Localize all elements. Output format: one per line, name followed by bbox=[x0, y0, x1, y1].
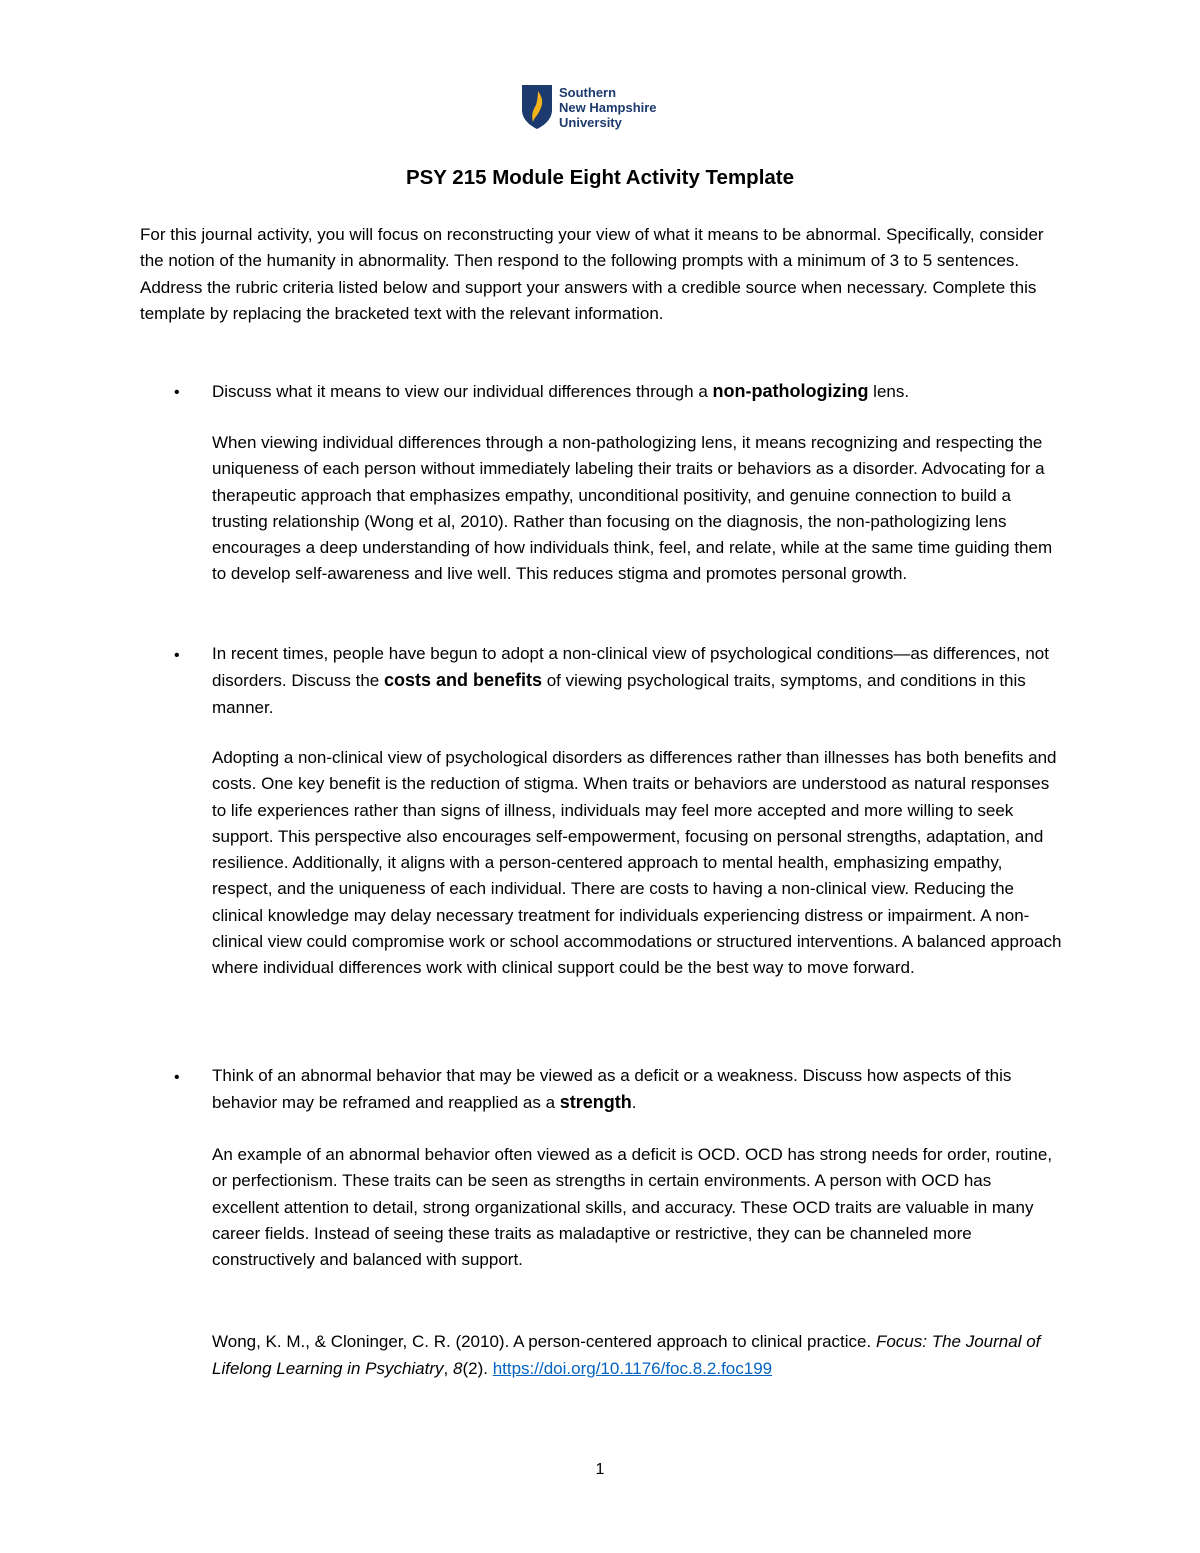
bullet-marker: • bbox=[174, 384, 180, 401]
logo-line-2: New Hampshire bbox=[559, 100, 657, 115]
answer-3: An example of an abnormal behavior often viewed as a deficit is OCD. OCD has strong needs for order, routine, or perfectionism. These traits can be seen as strengths in certain environments. A person with OCD has excellent attention to detail, strong organizational skills, and accuracy. These OCD traits are valuable in many career fields. Instead of seeing these traits as maladaptive or restrictive, they can be channeled more constructively and balanced with support. bbox=[212, 1145, 1053, 1270]
prompt-1 bbox=[212, 378, 1062, 405]
prompt-2-text-end: of viewing psychological traits, symptoms, and conditions in this manner. bbox=[212, 671, 1026, 717]
prompt-2 bbox=[212, 641, 1062, 721]
prompt-1-text-end: lens. bbox=[868, 382, 910, 401]
reference-journal: Focus: The Journal of Lifelong Learning in Psychiatry bbox=[212, 1332, 1041, 1378]
intro-paragraph: For this journal activity, you will focus on reconstructing your view of what it means to be abnormal. Specifically, consider the notion of the humanity in abnormality. Then respond to the following prompts with a minimum of 3 to 5 sentences. Address the rubric criteria listed below and support your answers with a credible source when necessary. Complete this template by replacing the bracketed text with the relevant information. bbox=[140, 225, 1044, 323]
reference-volume: 8 bbox=[452, 1359, 463, 1378]
university-logo bbox=[521, 84, 696, 134]
prompt-1-text: Discuss what it means to view our individual differences through a bbox=[212, 382, 713, 401]
page-number: 1 bbox=[595, 1461, 605, 1478]
answer-2: Adopting a non-clinical view of psychological disorders as differences rather than illnesses has both benefits and costs. One key benefit is the reduction of stigma. When traits or behaviors are understood as natural responses to life experiences rather than signs of illness, individuals may feel more accepted and more willing to seek support. This perspective also encourages self-empowerment, focusing on personal strengths, adaptation, and resilience. Additionally, it aligns with a person-centered approach to mental health, emphasizing empathy, respect, and the uniqueness of each individual. There are costs to having a non-clinical view. Reducing the clinical knowledge may delay necessary treatment for individuals experiencing distress or impairment. A non-clinical view could compromise work or school accommodations or structured interventions. A balanced approach where individual differences work with clinical support could be the best way to move forward. bbox=[212, 748, 1062, 978]
reference-entry bbox=[212, 1328, 1062, 1382]
bullet-marker: • bbox=[174, 647, 180, 664]
prompt-3-emphasis: strength bbox=[559, 1092, 632, 1113]
prompt-3 bbox=[212, 1063, 1062, 1117]
logo-wordmark bbox=[559, 85, 657, 130]
document-title: PSY 215 Module Eight Activity Template bbox=[405, 166, 795, 189]
shield-flame-icon bbox=[521, 84, 553, 130]
prompt-1-emphasis: non-pathologizing bbox=[712, 381, 869, 401]
reference-separator: , bbox=[443, 1359, 453, 1378]
prompt-2-emphasis: costs and benefits bbox=[383, 670, 542, 691]
doi-link[interactable]: https://doi.org/10.1176/foc.8.2.foc199 bbox=[492, 1359, 773, 1378]
logo-line-1: Southern bbox=[559, 85, 617, 100]
reference-authors: Wong, K. M., & Cloninger, C. R. (2010). A person-centered approach to clinical practice. bbox=[212, 1332, 876, 1351]
reference-issue: (2). bbox=[462, 1359, 493, 1378]
prompt-3-text: Think of an abnormal behavior that may be viewed as a deficit or a weakness. Discuss how aspects of this behavior may be reframed and reapplied as a bbox=[212, 1066, 1012, 1113]
prompt-3-text-end: . bbox=[631, 1093, 637, 1113]
answer-1: When viewing individual differences through a non-pathologizing lens, it means recognizing and respecting the uniqueness of each person without immediately labeling their traits or behaviors as a disorder. Advocating for a therapeutic approach that emphasizes empathy, unconditional positivity, and genuine connection to build a trusting relationship (Wong et al, 2010). Rather than focusing on the diagnosis, the non-pathologizing lens encourages a deep understanding of how individuals think, feel, and relate, while at the same time guiding them to develop self-awareness and live well. This reduces stigma and promotes personal growth. bbox=[212, 433, 1053, 584]
bullet-marker: • bbox=[174, 1069, 180, 1086]
prompt-2-text: In recent times, people have begun to adopt a non-clinical view of psychological conditions—as differences, not disorders. Discuss the bbox=[212, 644, 1049, 691]
logo-line-3: University bbox=[559, 115, 622, 130]
